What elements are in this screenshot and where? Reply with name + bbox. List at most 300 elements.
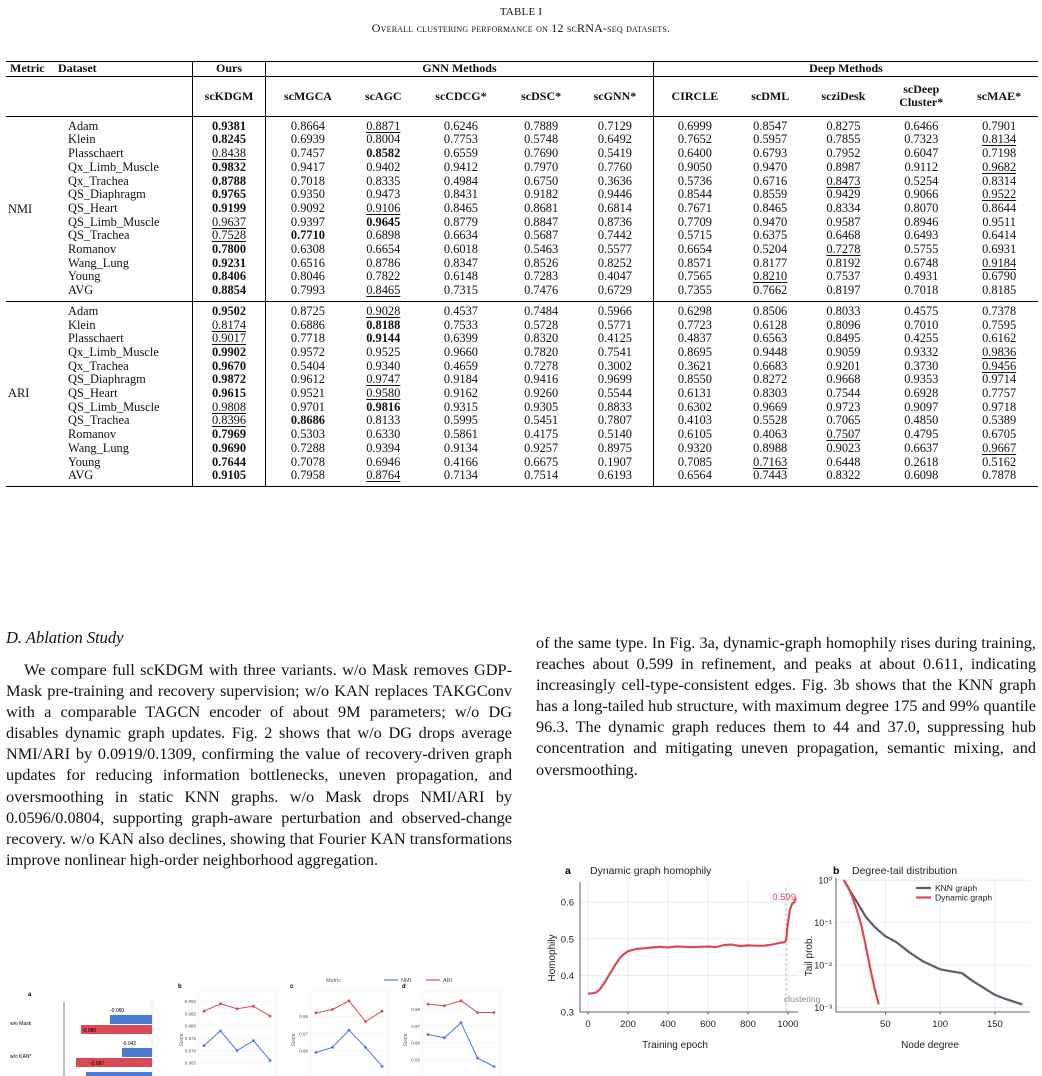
fig2-panel-c [290, 984, 388, 1076]
score-cell: 0.7288 [266, 442, 350, 456]
score-cell: 0.4047 [597, 269, 632, 284]
fig3b-title: Degree-tail distribution [852, 865, 958, 877]
score-cell: 0.6886 [266, 319, 350, 333]
score-cell: 0.3730 [904, 358, 939, 373]
score-cell: 0.9902 [193, 346, 266, 360]
fig2-panel_c-frame [310, 990, 388, 1076]
score-cell: 0.7528 [193, 229, 266, 243]
fig2-legend-ari: ARI [443, 978, 453, 984]
score-cell: 0.8946 [904, 214, 939, 229]
dataset-name: Qx_Limb_Muscle [68, 159, 159, 174]
score-cell: 0.9184 [443, 372, 478, 387]
fig3a-xlabel: Training epoch [642, 1040, 708, 1051]
table-row [6, 270, 1038, 284]
score-cell: 0.8779 [443, 214, 478, 229]
score-cell: 0.6493 [904, 228, 939, 243]
score-cell: 0.9446 [597, 187, 632, 202]
score-cell: 0.6298 [653, 301, 735, 318]
score-cell: 0.9612 [266, 373, 350, 387]
fig2-panel-d [402, 984, 500, 1076]
score-cell: 0.8096 [826, 317, 861, 332]
score-cell: 0.7283 [524, 269, 559, 284]
score-cell: 0.6131 [653, 387, 735, 401]
score-cell: 0.9660 [443, 344, 478, 359]
table-row [6, 469, 1038, 486]
fig3b-label: b [833, 865, 840, 877]
score-cell: 0.5254 [904, 173, 939, 188]
score-cell: 0.6939 [266, 133, 350, 147]
score-cell: 0.6018 [443, 242, 478, 257]
fig2-panel_c-ytick: 0.98 [299, 1014, 308, 1020]
dataset-name: Wang_Lung [68, 255, 129, 270]
score-cell: 0.9162 [443, 386, 478, 401]
score-cell: 0.8736 [597, 214, 632, 229]
score-cell: 0.8431 [443, 187, 478, 202]
score-cell: 0.8335 [366, 173, 401, 188]
score-cell: 0.6468 [826, 228, 861, 243]
method-header: scMAE* [977, 88, 1022, 103]
score-cell: 0.9097 [904, 399, 939, 414]
table-row [6, 133, 1038, 147]
score-cell: 0.7442 [597, 228, 632, 243]
score-cell: 0.6654 [366, 242, 401, 257]
score-cell: 0.8320 [524, 331, 559, 346]
score-cell: 0.9092 [266, 202, 350, 216]
score-cell: 0.6047 [904, 146, 939, 161]
table-caption-number: TABLE I [499, 6, 543, 18]
fig3a-xtick: 1000 [777, 1019, 799, 1030]
fig2-panel_c-ylabel: Score [291, 1033, 297, 1047]
score-cell: 0.5204 [753, 242, 788, 257]
dataset-name: Plasschaert [68, 331, 124, 346]
score-cell: 0.8197 [826, 283, 861, 298]
score-cell: 0.6162 [982, 331, 1017, 346]
score-cell: 0.5957 [753, 132, 788, 147]
fig2-panel_b-ari-point [269, 1015, 272, 1018]
score-cell: 0.5736 [653, 175, 735, 189]
score-cell: 0.6637 [904, 440, 939, 455]
fig2-panel_c-ari-line [316, 1001, 382, 1022]
table-row [6, 373, 1038, 387]
dataset-name: AVG [68, 283, 94, 298]
score-cell: 0.6814 [597, 200, 632, 215]
score-cell: 0.6790 [982, 269, 1017, 284]
score-cell: 0.7533 [443, 317, 478, 332]
score-cell: 0.7671 [653, 202, 735, 216]
fig2-panel_c-nmi-line [316, 1030, 382, 1066]
score-cell: 0.8725 [266, 301, 350, 318]
dataset-name: Qx_Trachea [68, 358, 129, 373]
fig2-bar-mask-ari-value: -0.080 [82, 1028, 97, 1034]
score-cell: 0.7163 [753, 454, 788, 469]
score-cell: 0.7855 [826, 132, 861, 147]
fig2-bar-label-mask: w/o Mask [10, 1021, 32, 1027]
fig3b-ytick: 10⁻² [814, 960, 832, 971]
table-row [6, 147, 1038, 161]
fig2-panel_d-ari-point [427, 1003, 430, 1006]
ablation-paragraph: We compare full scKDGM with three variants. w/o Mask removes GDP-Mask pre-training and recovery supervision; w/o KAN replaces TAKGConv with a comparable TAGCN encoder of about 9M parameters; w/o DG disables dynamic graph updates. Fig. 2 shows that w/o DG drops average NMI/ARI by 0.0919/0.1309, confirming the value of recovery-driven graph updates for reducing information bottlenecks, uneven propagation, and oversmoothing in static KNN graphs. w/o Mask drops NMI/ARI by 0.0596/0.0804, supporting graph-aware perturbation and observed-change recovery. w/o KAN also declines, showing that Fourier KAN transformations improve nonlinear high-order neighborhood aggregation. [6, 660, 512, 869]
score-cell: 0.9872 [193, 373, 266, 387]
dataset-name: QS_Heart [68, 200, 118, 215]
dataset-name: Adam [68, 303, 99, 318]
score-cell: 0.7457 [266, 147, 350, 161]
score-cell: 0.7278 [826, 242, 861, 257]
fig2-panel_c-nmi-point [381, 1065, 384, 1068]
score-cell: 0.9201 [826, 358, 861, 373]
score-cell: 0.8854 [193, 284, 266, 301]
ablation-figure [6, 960, 516, 1076]
fig2-panel-b [178, 984, 276, 1076]
score-cell: 0.7807 [597, 413, 632, 428]
fig2-panel_d-ytick: 0.98 [411, 1006, 420, 1012]
fig3b-xtick: 100 [932, 1019, 949, 1030]
score-cell: 0.9315 [443, 399, 478, 414]
score-cell: 0.6634 [443, 228, 478, 243]
fig2-panel_c-ari-point [315, 1012, 318, 1015]
fig2-bar-kan-ari-value: -0.087 [90, 1061, 105, 1067]
fig2-panel_d-ari-point [476, 1011, 479, 1014]
method-header: scziDesk [821, 88, 866, 103]
score-cell: 0.5528 [753, 413, 788, 428]
score-cell: 0.7018 [904, 283, 939, 298]
score-cell: 0.7078 [266, 456, 350, 470]
score-cell: 0.9456 [982, 358, 1017, 373]
score-cell: 0.8833 [597, 399, 632, 414]
table-row [6, 175, 1038, 189]
fig2-panel_d-nmi-point [427, 1033, 430, 1036]
fig2-panel_c-nmi-point [315, 1051, 318, 1054]
fig2-panel_d-nmi-point [460, 1021, 463, 1024]
fig3a-xtick: 600 [700, 1019, 716, 1030]
table-row [6, 188, 1038, 202]
score-cell: 0.7595 [982, 317, 1017, 332]
score-cell: 0.7710 [266, 229, 350, 243]
score-cell: 0.6375 [753, 228, 788, 243]
score-cell: 0.5861 [443, 427, 478, 442]
score-cell: 0.9028 [366, 303, 401, 318]
fig3b-xtick: 150 [986, 1019, 1003, 1030]
table-row [6, 161, 1038, 175]
score-cell: 0.8465 [443, 200, 478, 215]
score-cell: 0.1907 [597, 454, 632, 469]
score-cell: 0.8506 [753, 303, 788, 318]
fig2-panel_b-ytick: 0.985 [184, 1011, 196, 1017]
score-cell: 0.8526 [524, 255, 559, 270]
table-caption-title: Overall clustering performance on 12 scRNA-seq datasets. [371, 21, 671, 35]
fig2-panel_b-ari-point [203, 1010, 206, 1013]
score-cell: 0.9832 [193, 161, 266, 175]
score-cell: 0.7129 [597, 118, 632, 133]
score-cell: 0.5463 [524, 242, 559, 257]
score-cell: 0.4984 [443, 173, 478, 188]
score-cell: 0.7315 [443, 283, 478, 298]
dataset-header: Dataset [58, 61, 97, 75]
score-cell: 0.7018 [266, 175, 350, 189]
score-cell: 0.6414 [982, 228, 1017, 243]
method-header: scKDGM [193, 76, 266, 116]
fig2-panel_d-ari-point [443, 1004, 446, 1007]
score-cell: 0.9723 [826, 399, 861, 414]
score-cell: 0.8134 [982, 132, 1017, 147]
score-cell: 0.5715 [653, 229, 735, 243]
fig2-panel_c-nmi-point [331, 1046, 334, 1049]
score-cell: 0.9350 [266, 188, 350, 202]
score-cell: 0.7198 [982, 146, 1017, 161]
table-row [6, 284, 1038, 301]
degree-tail-chart [800, 858, 1036, 1054]
score-cell: 0.6466 [904, 118, 939, 133]
score-cell: 0.7723 [653, 319, 735, 333]
fig2-panel_d-ari-point [460, 999, 463, 1002]
score-cell: 0.8272 [753, 372, 788, 387]
table-row [6, 216, 1038, 230]
score-cell: 0.8192 [826, 255, 861, 270]
score-cell: 0.6729 [597, 283, 632, 298]
score-cell: 0.8133 [366, 413, 401, 428]
dataset-name: QS_Diaphragm [68, 187, 146, 202]
score-cell: 0.5389 [982, 413, 1017, 428]
fig3a-ytick: 0.4 [560, 970, 574, 982]
score-cell: 0.9718 [982, 399, 1017, 414]
score-cell: 0.6748 [904, 255, 939, 270]
score-cell: 0.6448 [826, 454, 861, 469]
score-cell: 0.7709 [653, 216, 735, 230]
score-cell: 0.7753 [443, 132, 478, 147]
fig3a-ylabel: Homophily [547, 934, 558, 982]
score-cell: 0.6931 [982, 242, 1017, 257]
score-cell: 0.9199 [193, 202, 266, 216]
score-cell: 0.6492 [597, 132, 632, 147]
fig2-panel_b-ari-point [236, 1007, 239, 1010]
fig3a-phase-label: clustering [784, 994, 821, 1004]
fig3a-xtick: 800 [740, 1019, 756, 1030]
score-cell: 0.7718 [266, 332, 350, 346]
score-cell: 0.9017 [193, 332, 266, 346]
score-cell: 0.6563 [753, 331, 788, 346]
score-cell: 0.9699 [597, 372, 632, 387]
fig2-bar-label-kan: w/o KAN* [10, 1054, 32, 1060]
score-cell: 0.6330 [366, 427, 401, 442]
metric-header: Metric [10, 61, 45, 75]
method-header: scDSC* [521, 88, 562, 103]
score-cell: 0.8582 [366, 146, 401, 161]
score-cell: 0.4175 [524, 427, 559, 442]
fig2-panel_c-ytick: 0.96 [299, 1048, 308, 1054]
table-row [6, 346, 1038, 360]
dataset-name: AVG [68, 468, 94, 483]
score-cell: 0.9808 [193, 401, 266, 415]
fig3b-ytick: 10⁰ [818, 875, 832, 886]
score-cell: 0.6559 [443, 146, 478, 161]
score-cell: 0.7085 [653, 456, 735, 470]
method-header: scCDCG* [435, 88, 487, 103]
score-cell: 0.8322 [826, 468, 861, 483]
score-cell: 0.4931 [904, 269, 939, 284]
dataset-name: Klein [68, 317, 96, 332]
fig2-panel_d-nmi-point [493, 1065, 496, 1068]
score-cell: 0.8571 [653, 257, 735, 271]
fig2-legend-nmi: NMI [401, 978, 412, 984]
fig2-panel_b-nmi-point [203, 1044, 206, 1047]
score-cell: 0.9470 [753, 214, 788, 229]
fig2-legend-title: Metric [326, 978, 341, 984]
score-cell: 0.8550 [653, 373, 735, 387]
score-cell: 0.8559 [753, 187, 788, 202]
score-cell: 0.6098 [904, 468, 939, 483]
fig3b-legend-label-0: KNN graph [935, 883, 978, 893]
score-cell: 0.6946 [366, 454, 401, 469]
fig2-bar-kan-nmi-value: -0.042 [122, 1041, 137, 1047]
score-cell: 0.9184 [982, 255, 1017, 270]
score-cell: 0.7889 [524, 118, 559, 133]
dataset-name: Young [68, 454, 101, 469]
method-header: scDML [751, 88, 790, 103]
score-cell: 0.8004 [366, 132, 401, 147]
score-cell: 0.7757 [982, 386, 1017, 401]
fig3b-legend-label-1: Dynamic graph [935, 892, 993, 903]
dataset-name: Young [68, 269, 101, 284]
score-cell: 0.8347 [443, 255, 478, 270]
table-row [6, 243, 1038, 257]
fig3b-ytick: 10⁻³ [814, 1003, 832, 1014]
score-cell: 0.8252 [597, 255, 632, 270]
score-cell: 0.7484 [524, 303, 559, 318]
score-cell: 0.4850 [904, 413, 939, 428]
score-cell: 0.9470 [753, 159, 788, 174]
score-cell: 0.8547 [753, 118, 788, 133]
metric-spacer [6, 76, 54, 116]
score-cell: 0.9332 [904, 344, 939, 359]
fig2-panel_b-nmi-point [236, 1049, 239, 1052]
fig2-panel_d-ytick: 0.95 [411, 1057, 420, 1063]
fig3b-series-line-1 [844, 880, 879, 1004]
score-cell: 0.6148 [443, 269, 478, 284]
fig2-panel_d-ari-line [428, 1001, 494, 1013]
score-cell: 0.8314 [982, 173, 1017, 188]
score-cell: 0.7355 [653, 284, 735, 301]
score-cell: 0.6302 [653, 401, 735, 415]
score-cell: 0.8988 [753, 440, 788, 455]
dataset-name: QS_Trachea [68, 413, 130, 428]
metric-label: ARI [8, 386, 30, 401]
method-header: scDeep Cluster* [899, 82, 944, 110]
score-cell: 0.7690 [524, 146, 559, 161]
section-title: D. Ablation Study [6, 628, 124, 647]
table-row [6, 332, 1038, 346]
score-cell: 0.9701 [266, 401, 350, 415]
fig2-panel_b-label: b [178, 984, 182, 990]
score-cell: 0.8033 [826, 303, 861, 318]
score-cell: 0.3002 [597, 358, 632, 373]
dataset-name: Klein [68, 132, 96, 147]
score-cell: 0.7065 [826, 413, 861, 428]
score-cell: 0.9257 [524, 440, 559, 455]
score-cell: 0.7760 [597, 159, 632, 174]
score-cell: 0.8174 [193, 319, 266, 333]
score-cell: 0.6928 [904, 386, 939, 401]
score-cell: 0.5303 [266, 428, 350, 442]
score-cell: 0.9402 [366, 159, 401, 174]
table-row [6, 202, 1038, 216]
score-cell: 0.9231 [193, 257, 266, 271]
score-cell: 0.8275 [826, 118, 861, 133]
metric-label: NMI [8, 202, 33, 217]
score-cell: 0.8786 [366, 255, 401, 270]
score-cell: 0.8070 [904, 200, 939, 215]
table-row [6, 116, 1038, 133]
score-cell: 0.9669 [753, 399, 788, 414]
table-row [6, 428, 1038, 442]
score-cell: 0.4103 [653, 414, 735, 428]
score-cell: 0.9023 [826, 440, 861, 455]
score-cell: 0.5162 [982, 454, 1017, 469]
score-cell: 0.7537 [826, 269, 861, 284]
score-cell: 0.8681 [524, 200, 559, 215]
score-cell: 0.9106 [366, 200, 401, 215]
score-cell: 0.9416 [524, 372, 559, 387]
score-cell: 0.5544 [597, 386, 632, 401]
score-cell: 0.7565 [653, 270, 735, 284]
score-cell: 0.9059 [826, 344, 861, 359]
score-cell: 0.5577 [597, 242, 632, 257]
score-cell: 0.2618 [904, 454, 939, 469]
method-header: scGNN* [593, 88, 637, 103]
fig3a-homophily-line [588, 898, 796, 994]
score-cell: 0.4063 [753, 427, 788, 442]
score-cell: 0.9525 [366, 344, 401, 359]
score-cell: 0.6750 [524, 173, 559, 188]
score-cell: 0.6193 [597, 468, 632, 483]
fig2-bar-mask-nmi-value: -0.060 [110, 1008, 125, 1014]
score-cell: 0.9522 [982, 187, 1017, 202]
fig3b-xtick: 50 [880, 1019, 891, 1030]
fig2-panel_c-ari-point [364, 1020, 367, 1023]
fig2-panel_b-nmi-point [269, 1059, 272, 1062]
score-cell: 0.5995 [443, 413, 478, 428]
score-cell: 0.5966 [597, 303, 632, 318]
score-cell: 0.6128 [753, 317, 788, 332]
score-cell: 0.8847 [524, 214, 559, 229]
score-cell: 0.7652 [653, 133, 735, 147]
table-row [6, 301, 1038, 318]
score-cell: 0.5451 [524, 413, 559, 428]
score-cell: 0.6898 [366, 228, 401, 243]
score-cell: 0.4255 [904, 331, 939, 346]
fig3b-xlabel: Node degree [901, 1040, 959, 1051]
fig2-panel_d-label: d [402, 984, 406, 990]
score-cell: 0.9690 [193, 442, 266, 456]
fig2-panel_c-ari-point [331, 1008, 334, 1011]
fig3b-series-line-0 [844, 880, 1023, 1004]
fig3a-label: a [565, 865, 571, 877]
gnn-methods-header: GNN Methods [266, 62, 654, 77]
score-cell: 0.9521 [266, 387, 350, 401]
score-cell: 0.6246 [443, 118, 478, 133]
score-cell: 0.9397 [266, 216, 350, 230]
score-cell: 0.8210 [753, 269, 788, 284]
score-cell: 0.7443 [753, 468, 788, 483]
score-cell: 0.9765 [193, 188, 266, 202]
fig2-panel_b-ari-point [252, 1005, 255, 1008]
fig2-panel_b-frame [198, 990, 276, 1076]
score-cell: 0.6683 [753, 358, 788, 373]
fig2-panel_b-ytick: 0.965 [184, 1060, 196, 1066]
score-cell: 0.8764 [366, 468, 401, 483]
dataset-name: QS_Trachea [68, 228, 130, 243]
score-cell: 0.9667 [982, 440, 1017, 455]
fig2-panel_d-ytick: 0.96 [411, 1040, 420, 1046]
fig3a-title: Dynamic graph homophily [590, 865, 712, 877]
